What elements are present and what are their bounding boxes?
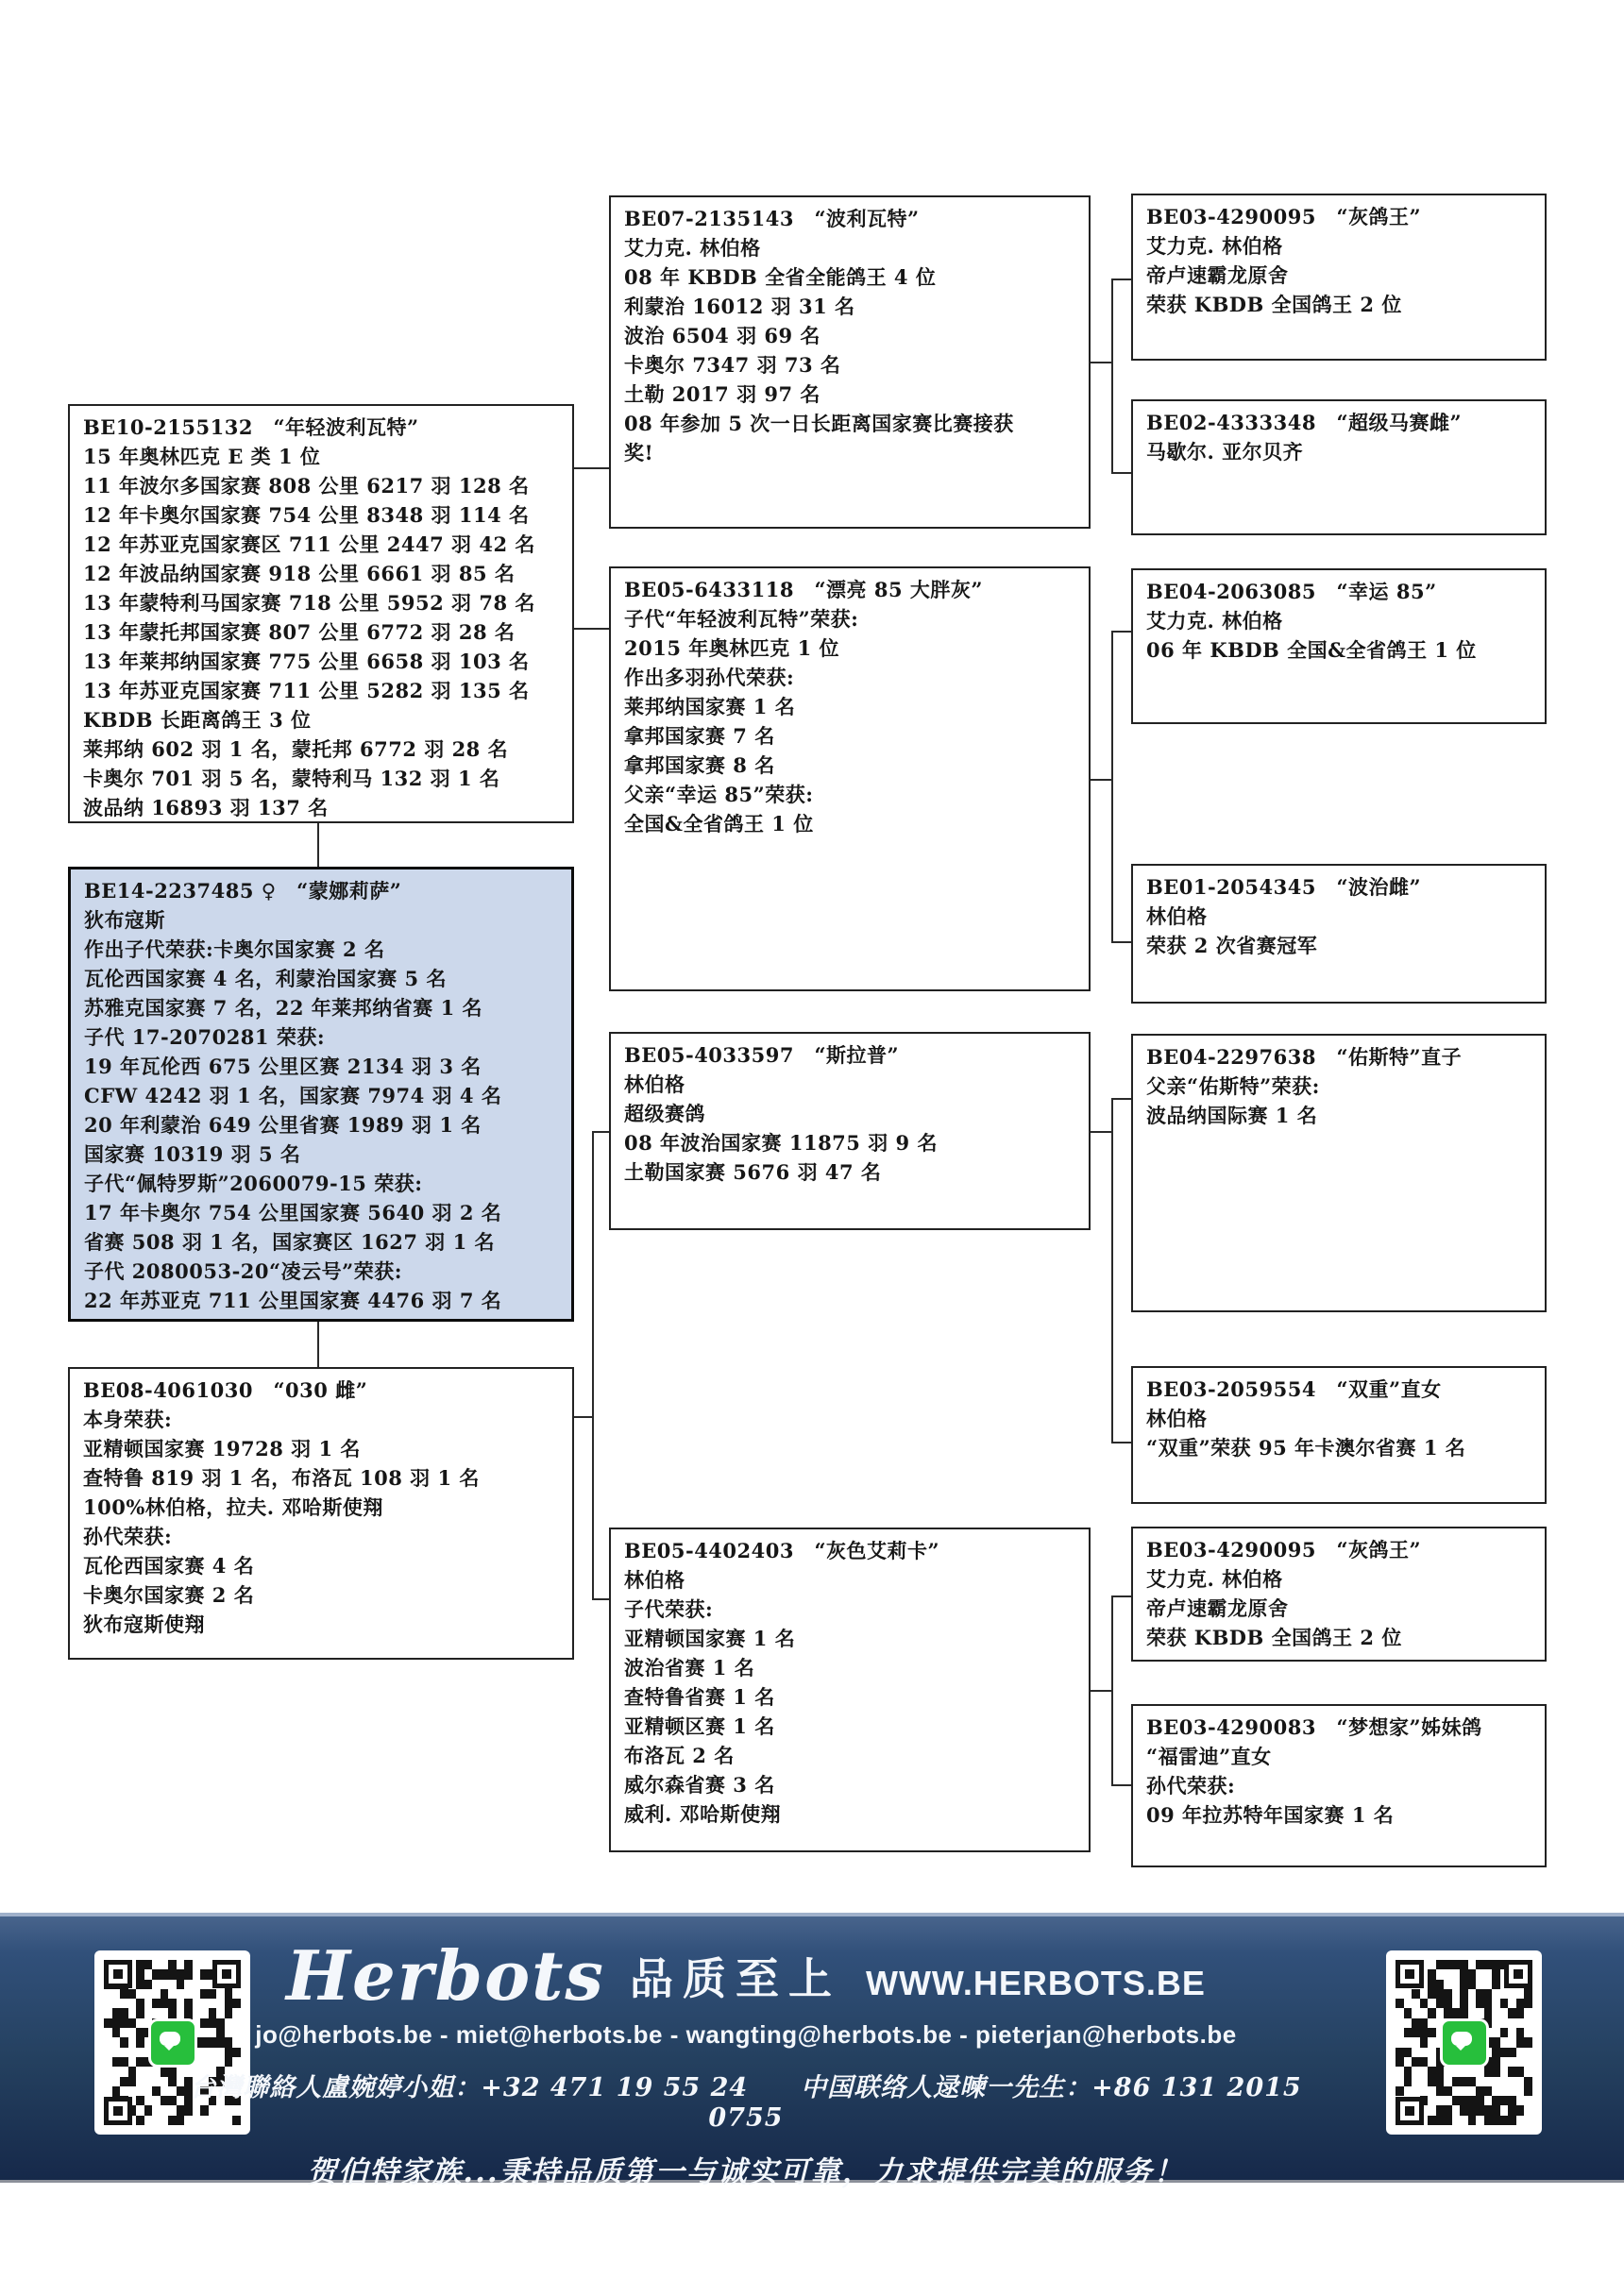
qr-finder-icon xyxy=(1396,1960,1424,1988)
text-line: BE10-2155132 “年轻波利瓦特” xyxy=(83,415,419,439)
text-line: 亚精顿国家赛 19728 羽 1 名 xyxy=(83,1437,361,1460)
text-line: 波品纳国际赛 1 名 xyxy=(1146,1104,1318,1127)
text-line: 林伯格 xyxy=(1146,904,1208,928)
text-line: 子代 17-2070281 荣获: xyxy=(84,1025,326,1049)
text-line: BE14-2237485 ♀ “蒙娜莉萨” xyxy=(84,879,402,903)
pedigree-box-be10-2155132 xyxy=(68,404,574,823)
text-line: 波治 6504 羽 69 名 xyxy=(624,324,820,347)
text-line: BE08-4061030 “030 雌” xyxy=(83,1378,368,1402)
pedigree-box-be01-2054345 xyxy=(1131,864,1547,1004)
pedigree-box-be03-4290095 xyxy=(1131,194,1547,361)
text-line: CFW 4242 羽 1 名，国家赛 7974 羽 4 名 xyxy=(84,1084,502,1107)
qr-finder-icon xyxy=(1396,2097,1424,2125)
connector-line xyxy=(1111,1595,1131,1597)
pedigree-box-be08-4061030 xyxy=(68,1367,574,1660)
text-line: 作出多羽孙代荣获: xyxy=(624,666,795,689)
pedigree-box-be03-4290095-2 xyxy=(1131,1527,1547,1662)
qr-code-wechat xyxy=(1386,1950,1542,2135)
connector-line xyxy=(592,1131,609,1133)
connector-line xyxy=(1111,472,1131,474)
connector-line xyxy=(592,1598,609,1600)
pedigree-box-be03-4290083 xyxy=(1131,1704,1547,1867)
connector-line xyxy=(1111,631,1113,943)
text-line: 帝卢速霸龙原舍 xyxy=(1146,1596,1289,1620)
text-line: BE03-4290095 “灰鸽王” xyxy=(1146,205,1422,228)
qr-pattern xyxy=(1396,1960,1532,2125)
text-line: 12 年苏亚克国家赛区 711 公里 2447 羽 42 名 xyxy=(83,532,535,556)
connector-line xyxy=(1091,1690,1111,1692)
text-line: 孙代荣获: xyxy=(83,1525,173,1548)
text-line: 艾力克. 林伯格 xyxy=(624,236,761,260)
text-line: 林伯格 xyxy=(624,1072,685,1096)
text-line: 艾力克. 林伯格 xyxy=(1146,234,1283,258)
text-line: BE01-2054345 “波治雌” xyxy=(1146,875,1422,899)
text-line: 荣获 KBDB 全国鸽王 2 位 xyxy=(1146,293,1402,316)
text-line: BE05-4402403 “灰色艾莉卡” xyxy=(624,1539,940,1562)
connector-line xyxy=(1111,1098,1113,1443)
text-line: 艾力克. 林伯格 xyxy=(1146,1567,1283,1591)
wechat-icon xyxy=(1440,2018,1489,2068)
text-line: 13 年蒙托邦国家赛 807 公里 6772 羽 28 名 xyxy=(83,620,516,644)
text-line: 狄布寇斯使翔 xyxy=(83,1612,205,1636)
connector-line xyxy=(1091,362,1111,363)
text-line: 08 年参加 5 次一日长距离国家赛比赛接获 xyxy=(624,412,1014,435)
footer-family-slogan: 贺伯特家族...秉持品质第一与诚实可靠，力求提供完美的服务！ xyxy=(307,2155,1185,2189)
connector-line xyxy=(574,1416,592,1418)
text-line: 09 年拉苏特年国家赛 1 名 xyxy=(1146,1803,1395,1827)
text-line: 子代“年轻波利瓦特”荣获: xyxy=(624,607,859,631)
text-line: 作出子代荣获:卡奥尔国家赛 2 名 xyxy=(84,937,385,961)
pedigree-box-be07-2135143 xyxy=(609,195,1091,529)
text-line: 20 年利蒙治 649 公里省赛 1989 羽 1 名 xyxy=(84,1113,482,1137)
brand-row xyxy=(189,1935,1303,2016)
connector-line xyxy=(1111,279,1131,280)
text-line: 17 年卡奥尔 754 公里国家赛 5640 羽 2 名 xyxy=(84,1201,502,1224)
text-line: 马歇尔. 亚尔贝齐 xyxy=(1146,440,1304,464)
text-line: 国家赛 10319 羽 5 名 xyxy=(84,1142,301,1166)
text-line: 13 年蒙特利马国家赛 718 公里 5952 羽 78 名 xyxy=(83,591,535,615)
text-line: 06 年 KBDB 全国&全省鸽王 1 位 xyxy=(1146,638,1477,662)
footer-contacts: 台灣聯絡人盧婉婷小姐：+32 471 19 55 24 中国联络人逯暕一先生：+86 131 2015 0755 xyxy=(190,2073,1302,2133)
text-line: 13 年莱邦纳国家赛 775 公里 6658 羽 103 名 xyxy=(83,650,530,673)
text-line: 荣获 2 次省赛冠军 xyxy=(1146,934,1318,957)
text-line: 莱邦纳国家赛 1 名 xyxy=(624,695,796,718)
text-line: 卡奥尔 701 羽 5 名，蒙特利马 132 羽 1 名 xyxy=(83,767,500,790)
text-line: 卡奥尔 7347 羽 73 名 xyxy=(624,353,841,377)
text-line: 孙代荣获: xyxy=(1146,1774,1236,1798)
pedigree-box-be04-2063085 xyxy=(1131,568,1547,724)
connector-line xyxy=(574,467,609,469)
text-line: 土勒国家赛 5676 羽 47 名 xyxy=(624,1160,882,1184)
text-line: 奖! xyxy=(624,441,654,464)
connector-line xyxy=(1111,1784,1131,1786)
text-line: 100%林伯格，拉夫. 邓哈斯使翔 xyxy=(83,1495,383,1519)
text-line: 莱邦纳 602 羽 1 名，蒙托邦 6772 羽 28 名 xyxy=(83,737,509,761)
text-line: 08 年 KBDB 全省全能鸽王 4 位 xyxy=(624,265,937,289)
connector-line xyxy=(1111,1098,1131,1100)
pedigree-box-be05-4402403 xyxy=(609,1528,1091,1852)
connector-line xyxy=(1111,1442,1131,1443)
text-line: 查特鲁 819 羽 1 名，布洛瓦 108 羽 1 名 xyxy=(83,1466,480,1490)
text-line: KBDB 长距离鸽王 3 位 xyxy=(83,708,312,732)
text-line: 拿邦国家赛 8 名 xyxy=(624,753,775,777)
pedigree-box-be05-4033597 xyxy=(609,1032,1091,1230)
connector-line xyxy=(317,823,319,867)
text-line: 卡奥尔国家赛 2 名 xyxy=(83,1583,255,1607)
connector-line xyxy=(592,1131,594,1600)
pedigree-box-be14-2237485-subject xyxy=(68,867,574,1322)
text-line: BE03-2059554 “双重”直女 xyxy=(1146,1377,1442,1401)
text-line: 瓦伦西国家赛 4 名，利蒙治国家赛 5 名 xyxy=(84,967,447,990)
connector-line xyxy=(317,1322,319,1367)
text-line: 波品纳 16893 羽 137 名 xyxy=(83,796,329,819)
text-line: 子代 2080053-20“凌云号”荣获: xyxy=(84,1259,402,1283)
herbots-logo: Herbots xyxy=(286,1935,605,2016)
text-line: 亚精顿区赛 1 名 xyxy=(624,1714,775,1738)
text-line: 22 年苏亚克 711 公里国家赛 4476 羽 7 名 xyxy=(84,1289,502,1312)
text-line: BE04-2063085 “幸运 85” xyxy=(1146,580,1437,603)
connector-line xyxy=(1111,631,1131,633)
pedigree-box-be03-2059554 xyxy=(1131,1366,1547,1504)
text-line: 全国&全省鸽王 1 位 xyxy=(624,812,814,836)
connector-line xyxy=(1111,941,1131,943)
text-line: 荣获 KBDB 全国鸽王 2 位 xyxy=(1146,1626,1402,1649)
footer-content xyxy=(189,1916,1303,2189)
text-line: BE03-4290095 “灰鸽王” xyxy=(1146,1538,1422,1562)
text-line: BE05-6433118 “漂亮 85 大胖灰” xyxy=(624,578,983,601)
text-line: 波治省赛 1 名 xyxy=(624,1656,755,1680)
text-line: 亚精顿国家赛 1 名 xyxy=(624,1627,796,1650)
connector-line xyxy=(1091,779,1111,781)
connector-line xyxy=(1111,279,1113,474)
text-line: 苏雅克国家赛 7 名，22 年莱邦纳省赛 1 名 xyxy=(84,996,483,1020)
text-line: 土勒 2017 羽 97 名 xyxy=(624,382,820,406)
text-line: 父亲“佑斯特”荣获: xyxy=(1146,1074,1320,1098)
text-line: 狄布寇斯 xyxy=(84,908,165,932)
text-line: 2015 年奥林匹克 1 位 xyxy=(624,636,839,660)
text-line: 利蒙治 16012 羽 31 名 xyxy=(624,295,855,318)
text-line: 本身荣获: xyxy=(83,1408,173,1431)
qr-finder-icon xyxy=(104,1960,132,1988)
text-line: BE05-4033597 “斯拉普” xyxy=(624,1043,900,1067)
text-line: 子代荣获: xyxy=(624,1597,714,1621)
text-line: 艾力克. 林伯格 xyxy=(1146,609,1283,633)
text-line: 19 年瓦伦西 675 公里区赛 2134 羽 3 名 xyxy=(84,1055,482,1078)
pedigree-box-be05-6433118 xyxy=(609,566,1091,991)
text-line: 省赛 508 羽 1 名，国家赛区 1627 羽 1 名 xyxy=(84,1230,495,1254)
footer-emails: jo@herbots.be - miet@herbots.be - wangting@herbots.be - pieterjan@herbots.be xyxy=(255,2020,1237,2049)
connector-line xyxy=(1111,1595,1113,1786)
text-line: 威利. 邓哈斯使翔 xyxy=(624,1802,782,1826)
text-line: 13 年苏亚克国家赛 711 公里 5282 羽 135 名 xyxy=(83,679,530,702)
text-line: 15 年奥林匹克 E 类 1 位 xyxy=(83,445,321,468)
text-line: BE07-2135143 “波利瓦特” xyxy=(624,207,920,230)
footer-banner xyxy=(0,1913,1624,2189)
text-line: 林伯格 xyxy=(624,1568,685,1592)
pedigree-box-be02-4333348 xyxy=(1131,399,1547,535)
connector-line xyxy=(574,628,609,630)
text-line: 林伯格 xyxy=(1146,1407,1208,1430)
text-line: 超级赛鸽 xyxy=(624,1102,705,1125)
text-line: 查特鲁省赛 1 名 xyxy=(624,1685,775,1709)
text-line: 威尔森省赛 3 名 xyxy=(624,1773,775,1797)
connector-line xyxy=(1091,1131,1111,1133)
text-line: 布洛瓦 2 名 xyxy=(624,1744,735,1767)
text-line: “双重”荣获 95 年卡澳尔省赛 1 名 xyxy=(1146,1436,1466,1460)
text-line: 瓦伦西国家赛 4 名 xyxy=(83,1554,255,1578)
text-line: 11 年波尔多国家赛 808 公里 6217 羽 128 名 xyxy=(83,474,530,498)
qr-finder-icon xyxy=(104,2097,132,2125)
text-line: 拿邦国家赛 7 名 xyxy=(624,724,775,748)
qr-finder-icon xyxy=(1504,1960,1532,1988)
text-line: 父亲“幸运 85”荣获: xyxy=(624,783,814,806)
text-line: 08 年波治国家赛 11875 羽 9 名 xyxy=(624,1131,938,1155)
text-line: 12 年波品纳国家赛 918 公里 6661 羽 85 名 xyxy=(83,562,516,585)
text-line: 12 年卡奥尔国家赛 754 公里 8348 羽 114 名 xyxy=(83,503,530,527)
text-line: BE03-4290083 “梦想家”姊妹鸽 xyxy=(1146,1715,1482,1739)
text-line: BE04-2297638 “佑斯特”直子 xyxy=(1146,1045,1463,1069)
brand-slogan-cn: 品质至上 xyxy=(629,1953,841,2004)
text-line: “福雷迪”直女 xyxy=(1146,1745,1272,1768)
pedigree-box-be04-2297638 xyxy=(1131,1034,1547,1312)
text-line: 子代“佩特罗斯”2060079-15 荣获: xyxy=(84,1172,423,1195)
text-line: BE02-4333348 “超级马赛雌” xyxy=(1146,411,1463,434)
website-url: WWW.HERBOTS.BE xyxy=(865,1964,1206,2002)
text-line: 帝卢速霸龙原舍 xyxy=(1146,263,1289,287)
